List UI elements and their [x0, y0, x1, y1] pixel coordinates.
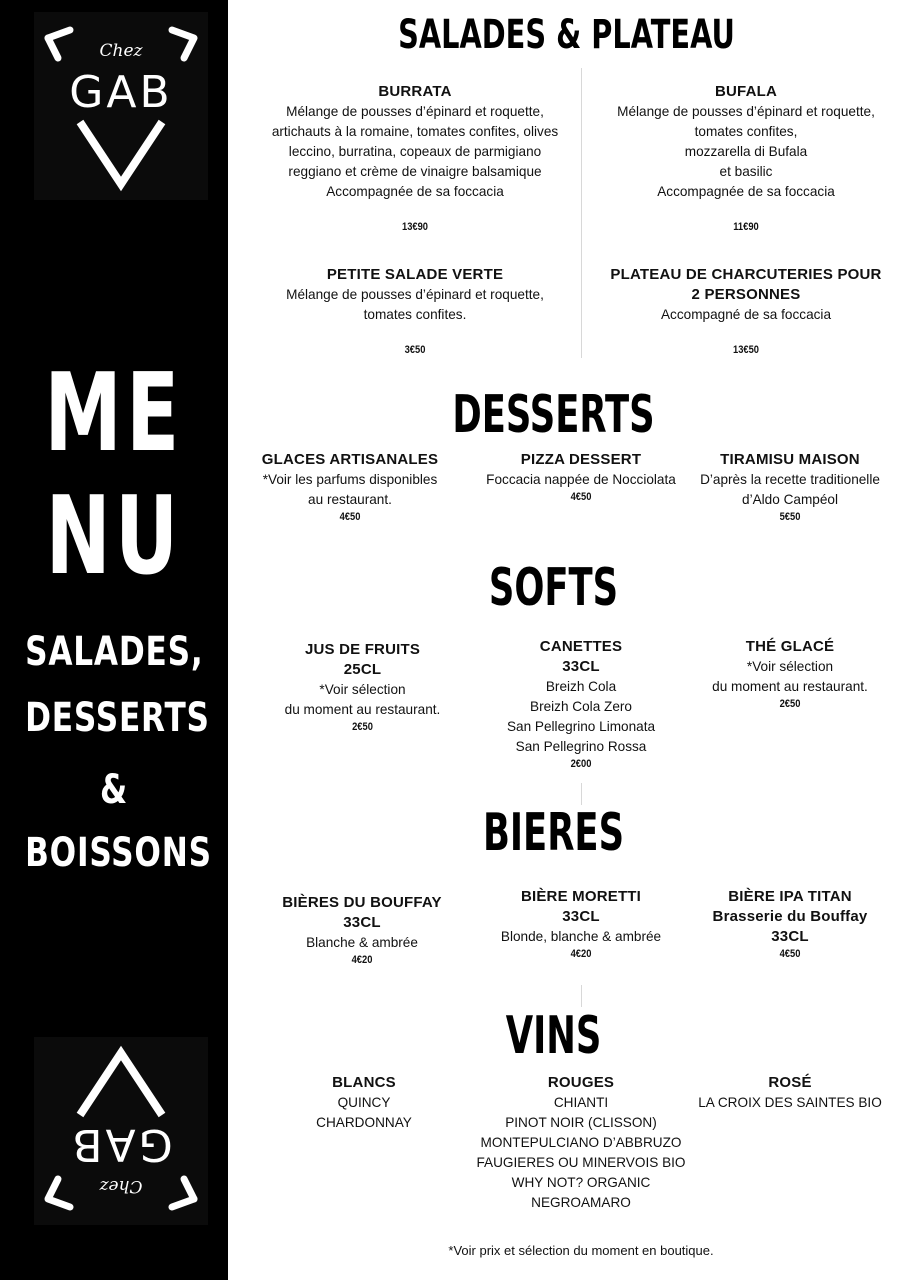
item-desc-line: San Pellegrino Limonata [506, 719, 656, 734]
menu-item-biere-ipa-titan [690, 887, 890, 961]
item-desc-line: Foccacia nappée de Nocciolata [486, 472, 676, 487]
menu-item-plateau-charcuteries [586, 265, 905, 357]
item-price: 2€00 [570, 758, 592, 770]
item-desc-line: MONTEPULCIANO D’ABBRUZO [480, 1135, 682, 1150]
menu-item-rose [690, 1073, 890, 1113]
menu-title-line1: ME [44, 351, 184, 476]
item-name: 33CL [343, 914, 381, 931]
item-name: TIRAMISU MAISON [720, 451, 860, 468]
item-name: ROSÉ [768, 1074, 812, 1091]
subtitle-line4: BOISSONS [25, 830, 212, 876]
item-desc-line: artichauts à la romaine, tomates confites, olives [271, 124, 559, 139]
item-name: BIÈRES DU BOUFFAY [282, 894, 442, 911]
item-desc-line: QUINCY [337, 1095, 391, 1110]
item-desc-line: Mélange de pousses d’épinard et roquette, [286, 104, 544, 119]
logo-mark-inverted [34, 1037, 208, 1225]
item-name: PLATEAU DE CHARCUTERIES POUR [610, 266, 882, 283]
divider [581, 985, 582, 1007]
item-desc-line: du moment au restaurant. [284, 702, 441, 717]
item-name: BIÈRE IPA TITAN [728, 888, 852, 905]
section-title-softs: SOFTS [488, 558, 619, 618]
item-desc-line: Breizh Cola Zero [530, 699, 632, 714]
item-name: PIZZA DESSERT [520, 451, 642, 468]
item-price: 2€50 [352, 721, 373, 733]
item-name: BUFALA [714, 83, 778, 100]
divider [581, 783, 582, 805]
item-price: 4€20 [351, 954, 373, 966]
menu-item-burrata [250, 82, 580, 234]
item-name: BIÈRE MORETTI [520, 888, 642, 905]
item-name: CANETTES [539, 638, 623, 655]
menu-item-biere-moretti [481, 887, 681, 961]
item-desc-line: *Voir les parfums disponibles [262, 472, 438, 487]
menu-item-the-glace [690, 637, 890, 711]
menu-item-petite-salade-verte [250, 265, 580, 357]
divider [581, 68, 582, 358]
item-price: 4€50 [339, 511, 361, 523]
item-desc-line: *Voir sélection [319, 682, 406, 697]
item-desc-line: CHIANTI [553, 1095, 609, 1110]
item-desc-line: Accompagnée de sa foccacia [657, 184, 835, 199]
item-desc-line: PINOT NOIR (CLISSON) [505, 1115, 657, 1130]
item-desc-line: et basilic [719, 164, 773, 179]
item-price: 4€20 [570, 948, 592, 960]
item-desc-line: San Pellegrino Rossa [515, 739, 647, 754]
item-desc-line: au restaurant. [308, 492, 392, 507]
item-name: JUS DE FRUITS [304, 641, 421, 658]
subtitle-line3: & [99, 767, 128, 813]
footnote: *Voir prix et sélection du moment en boutique. [448, 1243, 714, 1258]
section-title-bieres: BIERES [482, 803, 625, 863]
menu-item-rouges [461, 1073, 701, 1213]
item-desc-line: tomates confites, [694, 124, 798, 139]
item-desc-line: WHY NOT? ORGANIC NEGROAMARO [511, 1175, 651, 1210]
item-desc-line: Blanche & ambrée [306, 935, 418, 950]
section-title-desserts: DESSERTS [452, 385, 655, 445]
item-name: 25CL [343, 661, 382, 678]
item-price: 13€90 [401, 221, 429, 233]
item-name: THÉ GLACÉ [745, 638, 835, 655]
item-desc-line: Breizh Cola [545, 679, 617, 694]
item-desc-line: FAUGIERES OU MINERVOIS BIO [476, 1155, 686, 1170]
item-name: 33CL [562, 658, 600, 675]
subtitle-line2: DESSERTS [25, 695, 210, 741]
item-name: BURRATA [378, 83, 452, 100]
item-price: 3€50 [404, 344, 426, 356]
item-desc-line: Accompagnée de sa foccacia [326, 184, 504, 199]
item-name: 33CL [562, 908, 600, 925]
menu-item-blancs [264, 1073, 464, 1133]
item-price: 4€50 [779, 948, 801, 960]
logo [34, 12, 208, 200]
item-price: 13€50 [732, 344, 760, 356]
menu-item-pizza-dessert [470, 450, 692, 504]
item-desc-line: du moment au restaurant. [712, 679, 868, 694]
menu-item-bieres-du-bouffay [262, 893, 462, 967]
item-price: 4€50 [570, 491, 592, 503]
menu-item-jus-de-fruits [260, 640, 465, 734]
item-desc-line: D’après la recette traditionelle [700, 472, 880, 487]
item-desc-line: tomates confites. [363, 307, 467, 322]
logo-script: Chez [99, 41, 143, 61]
item-desc-line: *Voir sélection [746, 659, 834, 674]
logo-inverted [34, 1037, 208, 1225]
item-price: 5€50 [779, 511, 801, 523]
logo-mark [34, 12, 208, 200]
logo-name-inverted: GAB [69, 1119, 173, 1170]
sidebar [0, 0, 228, 1280]
menu-title-line2: NU [45, 474, 183, 599]
item-desc-line: leccino, burratina, copeaux de parmigiano [288, 144, 542, 159]
item-desc-line: Blonde, blanche & ambrée [500, 929, 662, 944]
item-desc-line: LA CROIX DES SAINTES BIO [698, 1095, 882, 1110]
item-name: Brasserie du Bouffay [712, 908, 868, 925]
menu-item-canettes [481, 637, 681, 771]
item-desc-line: mozzarella di Bufala [684, 144, 808, 159]
item-price: 11€90 [733, 221, 759, 233]
section-title-vins: VINS [505, 1006, 602, 1066]
item-desc-line: CHARDONNAY [316, 1115, 412, 1130]
item-name: PETITE SALADE VERTE [326, 266, 504, 283]
menu-item-bufala [586, 82, 905, 234]
item-name: 2 PERSONNES [691, 286, 801, 303]
menu-item-glaces-artisanales [250, 450, 450, 524]
logo-script-inverted: Chez [99, 1176, 143, 1196]
item-desc-line: reggiano et crème de vinaigre balsamique [288, 164, 542, 179]
item-name: GLACES ARTISANALES [261, 451, 439, 468]
menu-item-tiramisu-maison [690, 450, 890, 524]
subtitle-line1: SALADES, [25, 629, 204, 675]
item-desc-line: Mélange de pousses d’épinard et roquette, [617, 104, 875, 119]
logo-name: GAB [69, 67, 173, 118]
item-name: 33CL [771, 928, 809, 945]
item-price: 2€50 [779, 698, 801, 710]
item-desc-line: Mélange de pousses d’épinard et roquette, [286, 287, 544, 302]
item-name: BLANCS [332, 1074, 396, 1091]
section-title-salades: SALADES & PLATEAU [398, 12, 735, 58]
item-name: ROUGES [547, 1074, 615, 1091]
item-desc-line: d’Aldo Campéol [742, 492, 838, 507]
item-desc-line: Accompagné de sa foccacia [660, 307, 832, 322]
